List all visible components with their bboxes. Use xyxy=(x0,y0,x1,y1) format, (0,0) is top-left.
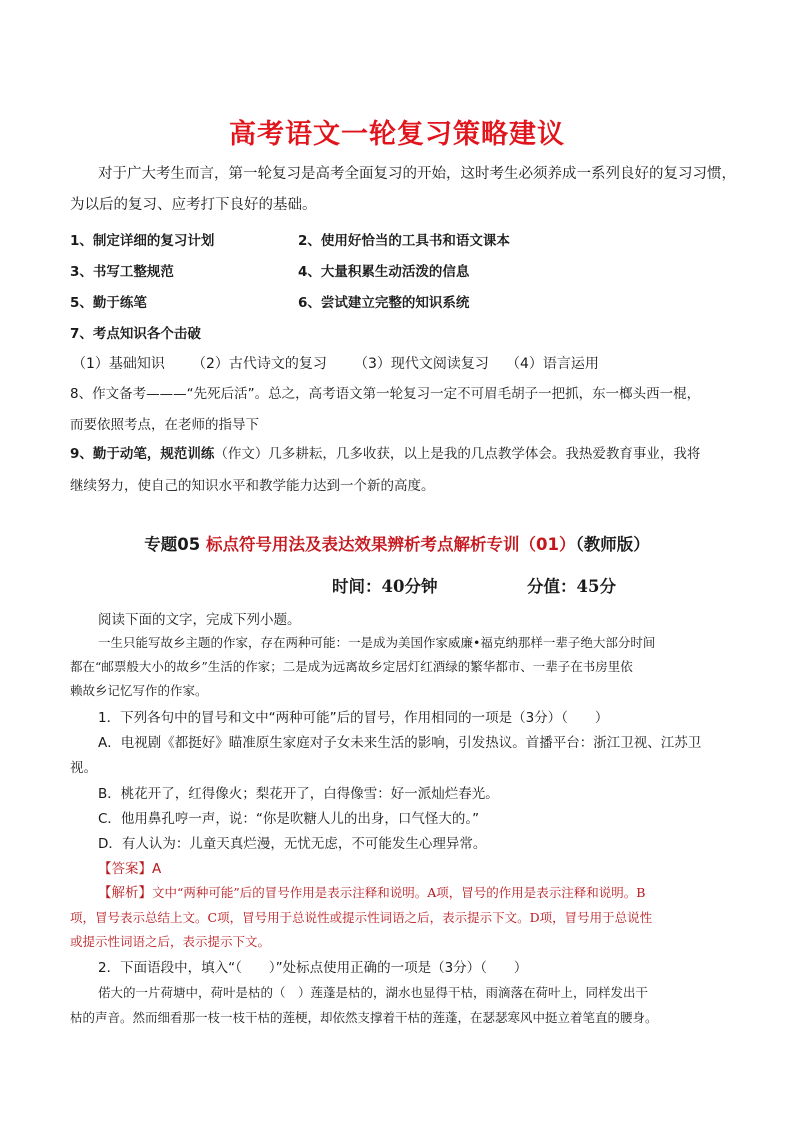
section-title-red: 标点符号用法及表达效果辨析考点解析专训（01） xyxy=(206,535,576,554)
passage-line-3: 赖故乡记忆写作的作家。 xyxy=(70,683,208,698)
score-label: 分值：45分 xyxy=(527,577,616,596)
page-title: 高考语文一轮复习策略建议 xyxy=(229,119,565,150)
passage-line-2: 都在“邮票般大小的故乡”生活的作家；二是成为远离故乡定居灯红酒绿的繁华都市、一辈子在书房里依 xyxy=(70,659,633,674)
answer-value: A xyxy=(152,861,162,877)
option-b: B．桃花开了，红得像火；梨花开了，白得像雪：好一派灿烂春光。 xyxy=(98,786,499,802)
section-title xyxy=(0,531,794,555)
answer-line xyxy=(98,857,161,882)
subtopic-2: （2）古代诗文的复习 xyxy=(192,356,327,372)
tip-9-rest: （作文）几多耕耘，几多收获，以上是我的几点教学体会。我热爱教育事业，我将 xyxy=(214,446,701,462)
tip-2: 2、使用好恰当的工具书和语文课本 xyxy=(298,233,510,249)
intro-line-1: 对于广大考生而言，第一轮复习是高考全面复习的开始，这时考生必须养成一系列良好的复习习惯， xyxy=(98,166,736,182)
tip-8-line-1: 8、作文备考———“先死后活”。总之，高考语文第一轮复习一定不可眉毛胡子一把抓，东一榔头西一棍， xyxy=(70,386,701,402)
analysis-text-1: 文中“两种可能”后的冒号作用是表示注释和说明。A项，冒号的作用是表示注释和说明。B xyxy=(152,885,646,900)
option-d: D．有人认为：儿童天真烂漫，无忧无虑，不可能发生心理异常。 xyxy=(98,836,487,852)
analysis-label: 【解析】 xyxy=(98,885,152,901)
answer-label: 【答案】 xyxy=(98,861,152,877)
time-label: 时间：40分钟 xyxy=(332,577,438,596)
analysis-line-2: 项，冒号表示总结上文。C项，冒号用于总说性或提示性词语之后，表示提示下文。D项，冒号用于总说性 xyxy=(70,910,653,925)
tip-8-line-2: 而要依照考点，在老师的指导下 xyxy=(70,417,259,433)
tip-5: 5、勤于练笔 xyxy=(70,295,147,311)
analysis-line-1 xyxy=(98,881,646,905)
option-a-line-1: A．电视剧《都挺好》瞄准原生家庭对子女未来生活的影响，引发热议。首播平台：浙江卫视、江苏卫 xyxy=(98,735,702,751)
option-a-line-2: 视。 xyxy=(70,760,97,776)
q2-passage-line-2: 枯的声音。然而细看那一枝一枝干枯的莲梗，却依然支撑着干枯的莲蓬，在瑟瑟寒风中挺立着笔直的腰身。 xyxy=(70,1010,658,1025)
option-c: C．他用鼻孔哼一声，说：“你是吹糖人儿的出身，口气怪大的。” xyxy=(98,811,480,827)
tip-9-lead: 9、勤于动笔，规范训练 xyxy=(70,446,215,462)
tip-3: 3、书写工整规范 xyxy=(70,264,174,280)
passage-line-1: 一生只能写故乡主题的作家，存在两种可能：一是成为美国作家威廉•福克纳那样一辈子绝大部分时间 xyxy=(98,635,656,650)
q2-passage-line-1: 偌大的一片荷塘中，荷叶是枯的（ ）莲蓬是枯的，湖水也显得干枯，雨滴落在荷叶上，同样发出干 xyxy=(98,985,649,1000)
reading-instruction: 阅读下面的文字，完成下列小题。 xyxy=(98,612,301,628)
analysis-line-3: 或提示性词语之后，表示提示下文。 xyxy=(70,934,271,949)
tip-4: 4、大量积累生动活泼的信息 xyxy=(298,264,470,280)
tip-9-line-1 xyxy=(70,440,700,469)
subtopic-4: （4）语言运用 xyxy=(506,356,599,372)
section-suffix: （教师版） xyxy=(575,535,650,554)
question-1-stem: 1．下列各句中的冒号和文中“两种可能”后的冒号，作用相同的一项是（3分）（ ） xyxy=(98,710,609,726)
question-2-stem: 2．下面语段中，填入“（ ）”处标点使用正确的一项是（3分）（ ） xyxy=(98,960,528,976)
subtopic-1: （1）基础知识 xyxy=(72,356,165,372)
tip-9-line-2: 继续努力，使自己的知识水平和教学能力达到一个新的高度。 xyxy=(70,478,435,494)
intro-line-2: 为以后的复习、应考打下良好的基础。 xyxy=(70,197,317,213)
tip-6: 6、尝试建立完整的知识系统 xyxy=(298,295,470,311)
tip-7: 7、考点知识各个击破 xyxy=(70,326,201,342)
subtopic-3: （3）现代文阅读复习 xyxy=(354,356,489,372)
section-prefix: 专题05 xyxy=(144,535,201,554)
tip-1: 1、制定详细的复习计划 xyxy=(70,233,215,249)
